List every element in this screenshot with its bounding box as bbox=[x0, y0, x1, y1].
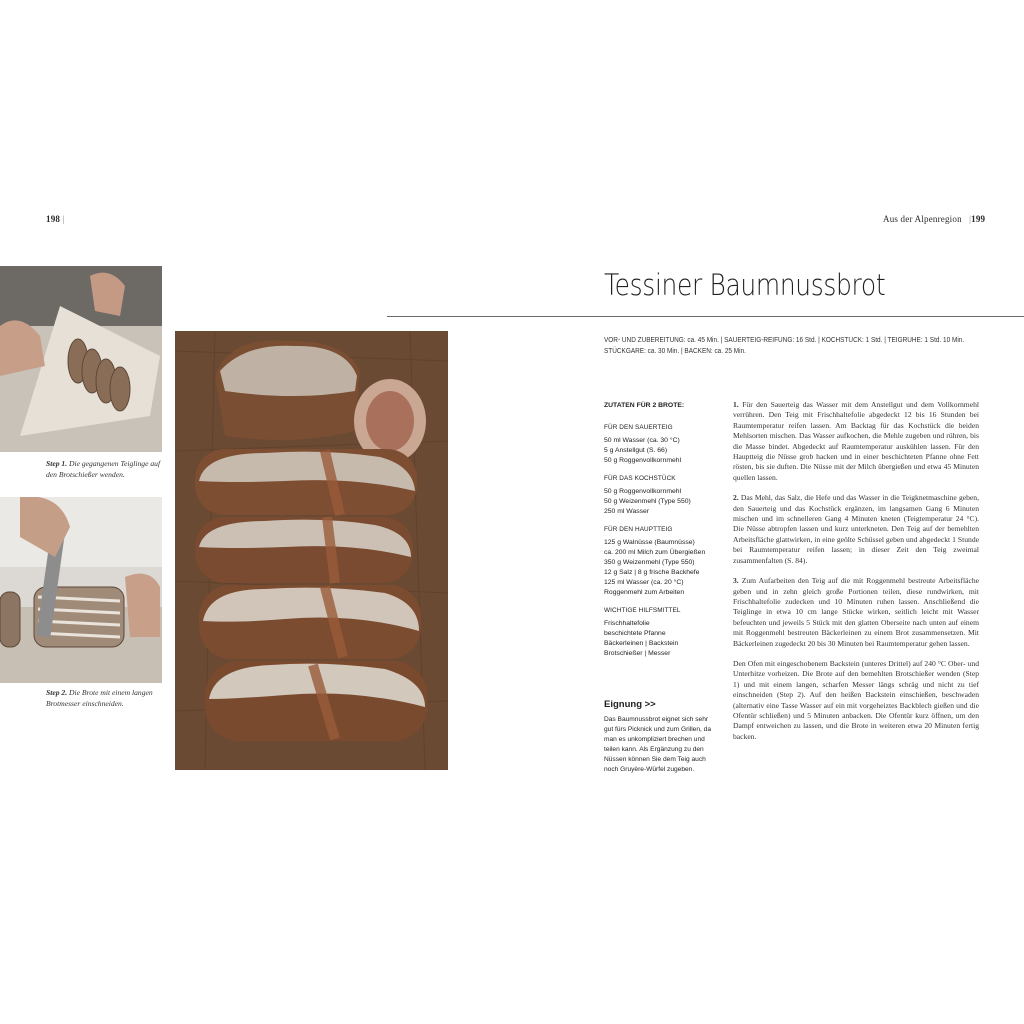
recipe-title: Tessiner Baumnussbrot bbox=[604, 268, 886, 302]
ingredients-section-title: WICHTIGE HILFSMITTEL bbox=[604, 607, 681, 614]
ingredient-item: 5 g Anstellgut (S. 66) bbox=[604, 447, 668, 454]
ingredients-section-title: FÜR DEN HAUPTTEIG bbox=[604, 526, 673, 533]
ingredient-item: 50 g Weizenmehl (Type 550) bbox=[604, 498, 691, 505]
ingredients-section-title: FÜR DEN SAUERTEIG bbox=[604, 424, 673, 431]
recipe-meta bbox=[604, 335, 990, 357]
bread-photo bbox=[175, 331, 448, 770]
instructions-column bbox=[733, 400, 979, 752]
ingredient-item: 250 ml Wasser bbox=[604, 508, 650, 515]
step-1-caption: Step 1. Die gegangenen Teiglinge auf den Brotschießer wenden. bbox=[46, 459, 161, 479]
instruction-step: Den Ofen mit eingeschobenem Backstein (unteres Drittel) auf 240 °C Ober- und Unterhitze vorheizen. Die Brote auf den bemehlten Brotschießer wenden (Step 1) und mit einem langen, scharfen Messer längs schräg und nicht zu tief einschneiden (Step 2). Auf den heißen Backstein einschießen, beschwaden (alternativ eine Tasse Wasser auf ein mit vorgeheiztes Backblech gießen und die Ofentür schließen) und 5 Minuten anbacken. Die Ofentür kurz öffnen, um den Dampf entweichen zu lassen, und die Brote in weiteren etwa 20 Minuten fertig backen. bbox=[733, 658, 979, 741]
meta-line-1: VOR- UND ZUBEREITUNG: ca. 45 Min. | SAUERTEIG-REIFUNG: 16 Std. | KOCHSTÜCK: 1 Std. | TEIGRUHE: 1 Std. 10 Min. bbox=[604, 337, 965, 344]
ingredients-section-title: FÜR DAS KOCHSTÜCK bbox=[604, 475, 676, 482]
right-page-number: 199 bbox=[971, 214, 986, 224]
ingredients-column bbox=[604, 401, 716, 659]
step-1-photo bbox=[0, 266, 162, 452]
ingredient-item: Frischhaltefolie bbox=[604, 620, 650, 627]
ingredient-item: Bäckerleinen | Backstein bbox=[604, 640, 679, 647]
meta-line-2: STÜCKGARE: ca. 30 Min. | BACKEN: ca. 25 Min. bbox=[604, 348, 746, 355]
ingredient-item: 350 g Weizenmehl (Type 550) bbox=[604, 559, 695, 566]
title-rule bbox=[387, 316, 1024, 317]
eignung-text: Das Baumnussbrot eignet sich sehr gut fürs Picknick und zum Grillen, da man es unkompliziert brechen und teilen kann. Als Ergänzung zu den Nüssen können Sie dem Teig auch noch Gruyère-Würfel zugeben. bbox=[604, 716, 712, 773]
ingredient-item: Roggenmehl zum Arbeiten bbox=[604, 589, 685, 596]
running-head: Aus der Alpenregion |199 bbox=[883, 214, 986, 224]
ingredient-item: ca. 200 ml Milch zum Übergießen bbox=[604, 549, 706, 556]
ingredient-item: beschichtete Pfanne bbox=[604, 630, 666, 637]
ingredient-item: 125 g Walnüsse (Baumnüsse) bbox=[604, 539, 695, 546]
step-2-caption: Step 2. Die Brote mit einem langen Brotmesser einschneiden. bbox=[46, 688, 153, 708]
eignung-heading: Eignung >> bbox=[604, 699, 656, 710]
ingredient-item: 50 g Roggenvollkornmehl bbox=[604, 457, 682, 464]
ingredient-item: 50 g Roggenvollkornmehl bbox=[604, 488, 682, 495]
instruction-step: 2. Das Mehl, das Salz, die Hefe und das Wasser in die Teigknetmaschine geben, den Sauerteig und das Kochstück ergänzen, im langsamen Gang 6 Minuten mischen und im schnelleren Gang 4 Minuten kneten (Teigtemperatur 24 °C). Die Nüsse abtropfen lassen und kurz unterkneten. Den Teig auf der bemehlten Arbeitsfläche glattwirken, in eine geölte Schüssel geben und abgedeckt 1 Stunde bei Raumtemperatur reifen lassen; in dieser Zeit den Teig zweimal zusammenfalten (S. 84). bbox=[733, 493, 979, 565]
ingredient-item: Brotschießer | Messer bbox=[604, 650, 671, 657]
ingredient-item: 50 ml Wasser (ca. 30 °C) bbox=[604, 437, 680, 444]
instruction-step: 3. Zum Aufarbeiten den Teig auf die mit Roggenmehl bestreute Arbeitsfläche geben und in zehn gleich große Portionen teilen, diese rundwirken, mit Frischhaltefolie zudecken und 10 Minuten ruhen lassen. Anschließend die Teiglinge in etwa 10 cm lange Stücke wirken, seitlich leicht mit Wasser befeuchten und jeweils 5 Stück mit den glatten Oberseite nach unten auf einem mit Roggenmehl bestreuten Bäckerleinen zu einem Brot zusammensetzen. Mit Bäckerleinen zugedeckt 20 bis 30 Minuten bei Raumtemperatur gehen lassen. bbox=[733, 576, 979, 648]
ingredient-item: 12 g Salz | 8 g frische Backhefe bbox=[604, 569, 700, 576]
left-page-number: 198 | bbox=[46, 214, 65, 224]
ingredient-item: 125 ml Wasser (ca. 20 °C) bbox=[604, 579, 684, 586]
section-title: Aus der Alpenregion bbox=[883, 214, 962, 224]
step-2-photo bbox=[0, 497, 162, 683]
instruction-step: 1. Für den Sauerteig das Wasser mit dem Anstellgut und dem Vollkornmehl verrühren. Den Teig mit Frischhaltefolie abgedeckt 12 bis 16 Stunden bei Raumtemperatur reifen lassen. Am Backtag für das Kochstück die beiden Mehlsorten mischen. Das Wasser aufkochen, die Mehle zugeben und rühren, bis die Masse bindet. Abgedeckt auf Raumtemperatur auskühlen lassen. Für den Hauptteig die Nüsse grob hacken und in einer beschichteten Pfanne ohne Fett rösten, bis sie duften. Die Nüsse mit der Milch übergießen und etwa 45 Minuten quellen lassen. bbox=[733, 400, 979, 482]
ingredients-heading: ZUTATEN FÜR 2 BROTE: bbox=[604, 402, 685, 409]
